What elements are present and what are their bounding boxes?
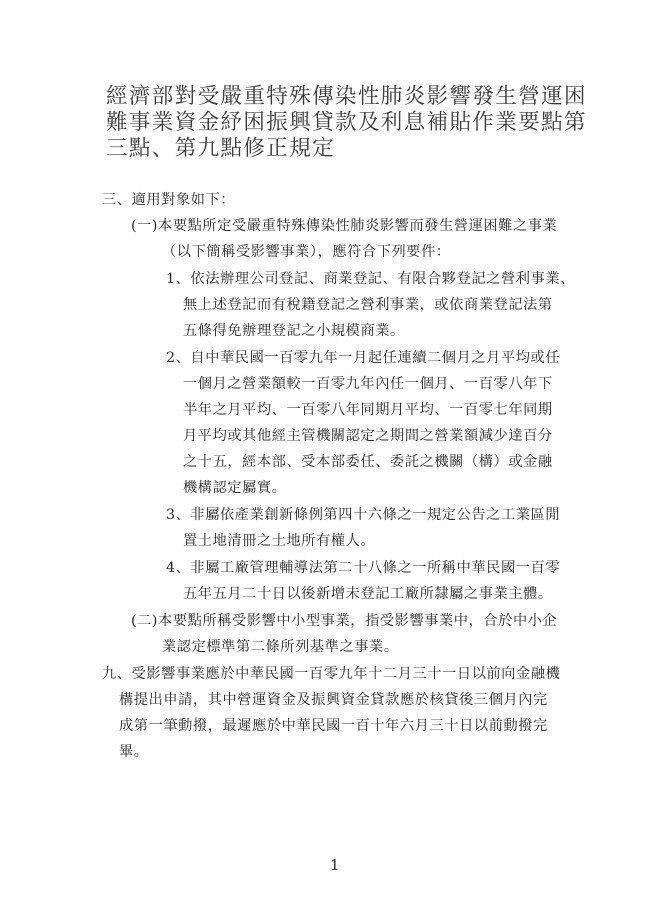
section-9-text: 畢。 — [119, 744, 149, 760]
section-9-text: 成第一筆動撥，最遲應於中華民國一百十年六月三十日以前動撥完 — [119, 718, 548, 734]
requirement-2-text: 半年之月平均、一百零八年同期月平均、一百零七年同期 — [183, 402, 553, 418]
title-line: 三點、第九點修正規定 — [106, 136, 336, 161]
requirement-1-text: 無上述登記而有稅籍登記之營利事業，或依商業登記法第 — [183, 297, 553, 313]
title-line: 經濟部對受嚴重特殊傳染性肺炎影響發生營運困 — [106, 84, 587, 109]
requirement-4-text: 五年五月二十日以後新增未登記工廠所隸屬之事業主體。 — [183, 586, 553, 602]
section-9-text: 九、受影響事業應於中華民國一百零九年十二月三十一日以前向金融機 — [102, 666, 561, 682]
requirement-1-text: 五條得免辦理登記之小規模商業。 — [183, 323, 405, 339]
requirement-3-text: 3、非屬依產業創新條例第四十六條之一規定公告之工業區閒 — [166, 507, 561, 523]
requirement-1-text: 1、依法辦理公司登記、商業登記、有限合夥登記之營利事業、 — [166, 271, 575, 287]
page-number: 1 — [330, 856, 340, 874]
requirement-4-text: 4、非屬工廠管理輔導法第二十八條之一所稱中華民國一百零 — [166, 560, 561, 576]
section-9-text: 構提出申請，其中營運資金及振興資金貸款應於核貸後三個月內完 — [119, 692, 548, 708]
item-2-text: 業認定標準第二條所列基準之事業。 — [162, 639, 399, 655]
requirement-2-text: 2、自中華民國一百零九年一月起任連續二個月之月平均或任 — [166, 350, 561, 366]
section-3-heading: 三、適用對象如下： — [102, 192, 236, 208]
document-title — [106, 84, 606, 162]
requirement-2-text: 之十五，經本部、受本部委任、委託之機關（構）或金融 — [183, 454, 553, 470]
requirement-2-text: 一個月之營業額較一百零九年內任一個月、一百零八年下 — [183, 376, 553, 392]
item-2-text: (二)本要點所稱受影響中小型事業，指受影響事業中，合於中小企 — [131, 613, 558, 629]
item-1-text: (一)本要點所定受嚴重特殊傳染性肺炎影響而發生營運困難之事業 — [131, 218, 558, 234]
requirement-2-text: 機構認定屬實。 — [183, 480, 287, 496]
requirement-2-text: 月平均或其他經主管機關認定之期間之營業額減少達百分 — [183, 428, 553, 444]
requirement-3-text: 置土地清冊之土地所有權人。 — [183, 533, 376, 549]
title-line: 難事業資金紓困振興貸款及利息補貼作業要點第 — [106, 110, 587, 135]
item-1-text: （以下簡稱受影響事業），應符合下列要件： — [162, 244, 451, 260]
